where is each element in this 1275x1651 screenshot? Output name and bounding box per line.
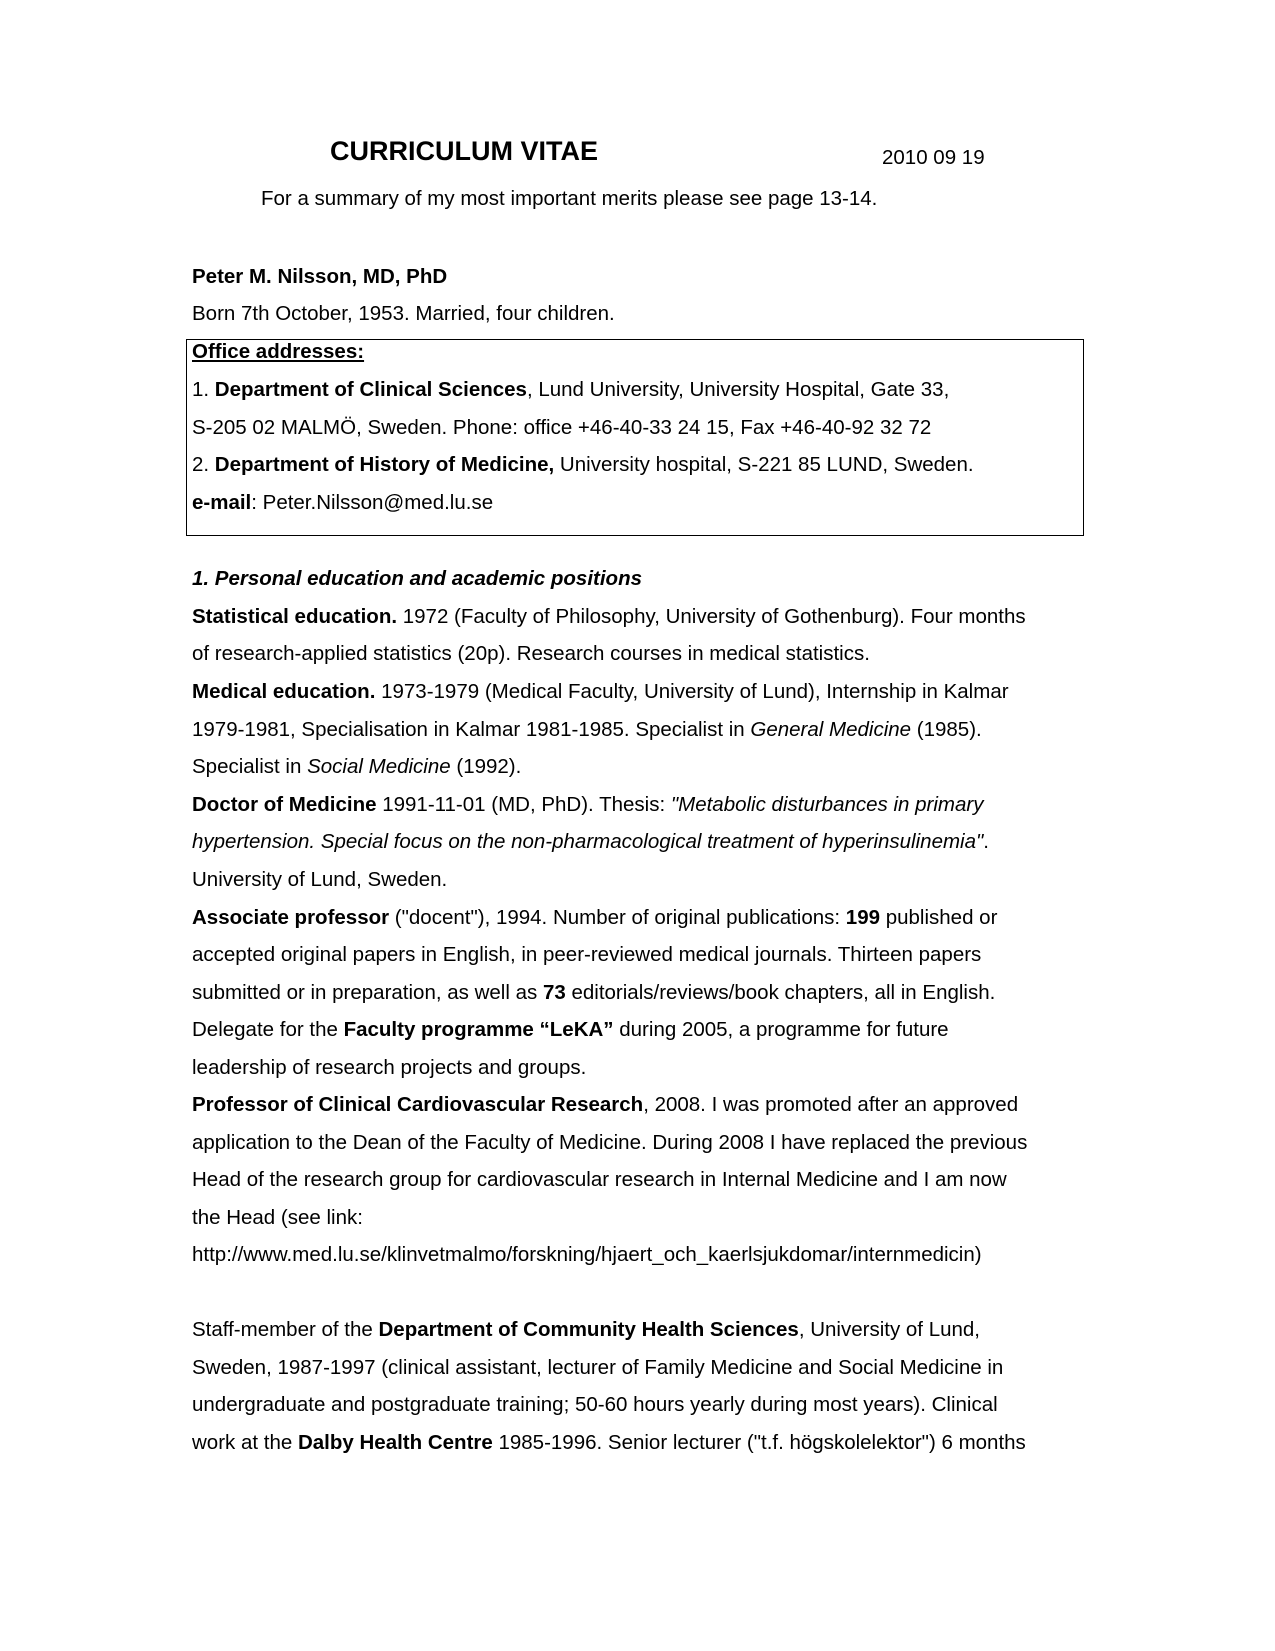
associate-professor-line-5: leadership of research projects and groups.	[192, 1056, 587, 1079]
medical-education-line-3	[192, 755, 521, 779]
thesis-title: "Metabolic disturbances in primary	[670, 793, 984, 816]
summary-note: For a summary of my most important merits please see page 13-14.	[261, 187, 878, 210]
text-run: 1973-1979 (Medical Faculty, University of Lund), Internship in Kalmar	[375, 680, 1009, 703]
professor-line-1	[192, 1093, 1018, 1117]
office-heading: Office addresses:	[192, 340, 365, 363]
text-run: during 2005, a programme for future	[613, 1018, 949, 1041]
specialty-name: General Medicine	[750, 718, 912, 741]
professor-line-3: Head of the research group for cardiovascular research in Internal Medicine and I am now	[192, 1168, 1007, 1191]
text-run: submitted or in preparation, as well as	[192, 981, 543, 1004]
research-group-link[interactable]: http://www.med.lu.se/klinvetmalmo/forskning/hjaert_och_kaerlsjukdomar/internmedicin)	[192, 1243, 982, 1266]
office-address-1	[192, 378, 949, 402]
text-run: .	[983, 830, 989, 853]
text-run: Staff-member of the	[192, 1318, 379, 1341]
text-run: 1991-11-01 (MD, PhD). Thesis:	[376, 793, 671, 816]
professor-line-2: application to the Dean of the Faculty of Medicine. During 2008 I have replaced the previous	[192, 1131, 1028, 1154]
text-run: 1985-1996. Senior lecturer ("t.f. högskolelektor") 6 months	[492, 1431, 1026, 1454]
professor-label: Professor of Clinical Cardiovascular Research	[192, 1093, 644, 1116]
text-run: (1985).	[911, 718, 982, 741]
publication-count: 199	[845, 906, 881, 929]
associate-professor-line-3	[192, 981, 995, 1005]
staff-member-line-1	[192, 1318, 980, 1342]
editorial-count: 73	[542, 981, 566, 1004]
page-title: CURRICULUM VITAE	[330, 136, 598, 166]
address-1-rest: , Lund University, University Hospital, Gate 33,	[526, 378, 950, 401]
address-2-rest: University hospital, S-221 85 LUND, Sweden.	[554, 453, 974, 476]
specialty-name: Social Medicine	[307, 755, 451, 778]
address-1-department: Department of Clinical Sciences	[214, 378, 527, 401]
text-run: ("docent"), 1994. Number of original publications:	[389, 906, 846, 929]
person-name: Peter M. Nilsson, MD, PhD	[192, 265, 448, 288]
person-born: Born 7th October, 1953. Married, four children.	[192, 302, 615, 325]
associate-professor-line-1	[192, 906, 997, 930]
address-2-number: 2.	[192, 453, 215, 476]
staff-member-line-4	[192, 1431, 1026, 1455]
address-2-department: Department of History of Medicine,	[214, 453, 555, 476]
staff-member-line-2: Sweden, 1987-1997 (clinical assistant, lecturer of Family Medicine and Social Medicine in	[192, 1356, 1004, 1379]
text-run: 1979-1981, Specialisation in Kalmar 1981-1985. Specialist in	[192, 718, 751, 741]
text-run: , University of Lund,	[798, 1318, 980, 1341]
text-run: work at the	[192, 1431, 298, 1454]
medical-education-label: Medical education.	[192, 680, 376, 703]
professor-line-4: the Head (see link:	[192, 1206, 363, 1229]
statistical-education-line-2: of research-applied statistics (20p). Research courses in medical statistics.	[192, 642, 870, 665]
text-run: , 2008. I was promoted after an approved	[643, 1093, 1019, 1116]
text-run: published or	[880, 906, 998, 929]
department-name: Department of Community Health Sciences	[378, 1318, 799, 1341]
medical-education-line-1	[192, 680, 1009, 704]
text-run: 1972 (Faculty of Philosophy, University of Gothenburg). Four months	[397, 605, 1026, 628]
office-email	[192, 491, 493, 515]
email-address: : Peter.Nilsson@med.lu.se	[251, 491, 494, 514]
address-1-number: 1.	[192, 378, 215, 401]
email-label: e-mail	[192, 491, 252, 514]
statistical-education-label: Statistical education.	[192, 605, 398, 628]
office-address-1-line2: S-205 02 MALMÖ, Sweden. Phone: office +46-40-33 24 15, Fax +46-40-92 32 72	[192, 416, 932, 439]
doctor-of-medicine-line-3: University of Lund, Sweden.	[192, 868, 448, 891]
health-centre-name: Dalby Health Centre	[297, 1431, 493, 1454]
thesis-title: hypertension. Special focus on the non-pharmacological treatment of hyperinsulinemia"	[192, 830, 984, 853]
text-run: editorials/reviews/book chapters, all in English.	[565, 981, 996, 1004]
text-run: Specialist in	[192, 755, 308, 778]
text-run: (1992).	[450, 755, 522, 778]
text-run: Delegate for the	[192, 1018, 344, 1041]
associate-professor-line-2: accepted original papers in English, in peer-reviewed medical journals. Thirteen papers	[192, 943, 982, 966]
doctor-of-medicine-label: Doctor of Medicine	[192, 793, 377, 816]
medical-education-line-2	[192, 718, 982, 742]
doctor-of-medicine-line-2	[192, 830, 989, 854]
doctor-of-medicine-line-1	[192, 793, 983, 817]
document-date: 2010 09 19	[882, 146, 985, 169]
programme-name: Faculty programme “LeKA”	[343, 1018, 614, 1041]
associate-professor-label: Associate professor	[192, 906, 390, 929]
associate-professor-line-4	[192, 1018, 949, 1042]
section-1-heading: 1. Personal education and academic positions	[192, 567, 642, 590]
staff-member-line-3: undergraduate and postgraduate training; 50-60 hours yearly during most years). Clinical	[192, 1393, 998, 1416]
office-address-2	[192, 453, 974, 477]
statistical-education-line-1	[192, 605, 1026, 629]
